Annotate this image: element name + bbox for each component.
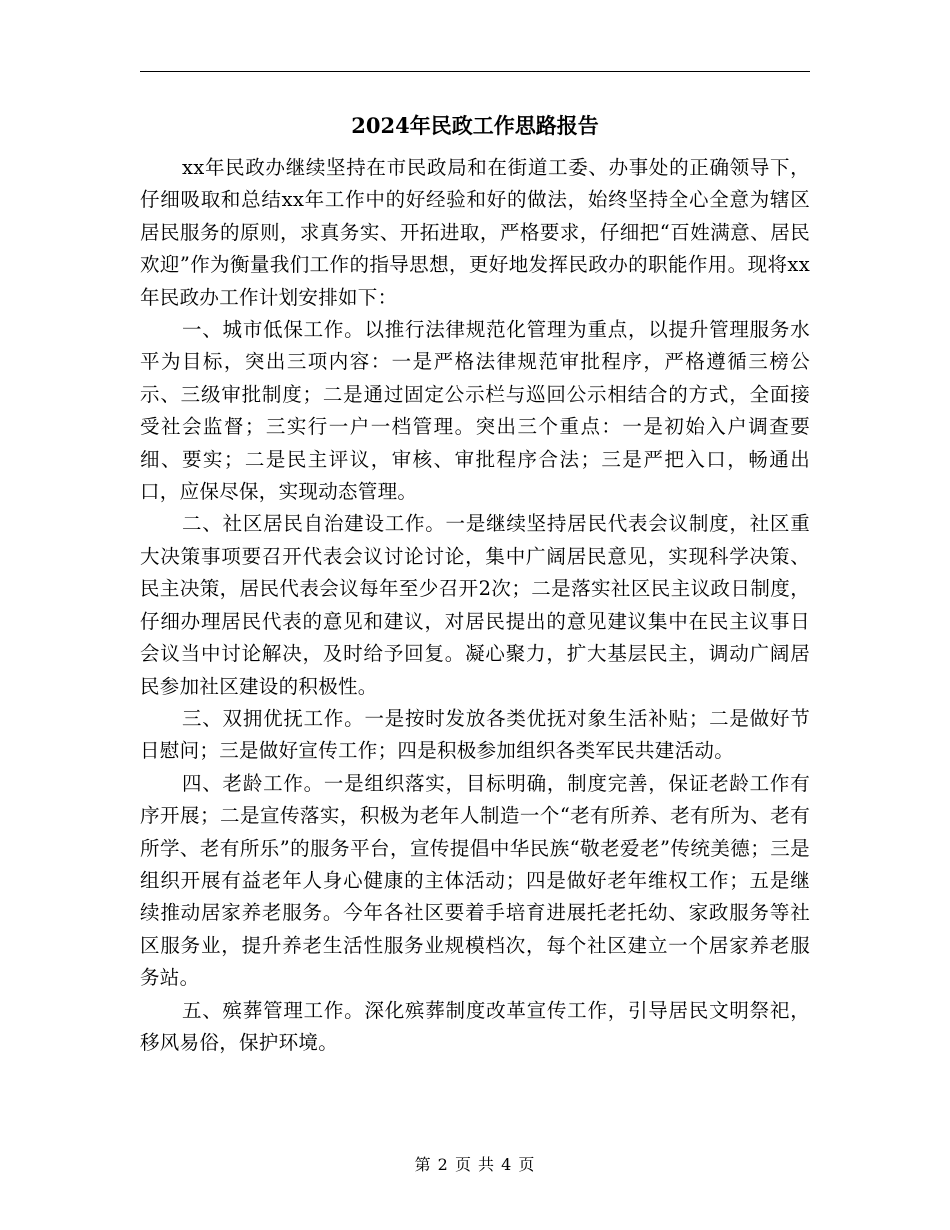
section-funeral-management: 五、殡葬管理工作。深化殡葬制度改革宣传工作，引导居民文明祭祀，移风易俗，保护环境。 [140,998,810,1054]
document-title: 2024年民政工作思路报告 [351,113,599,138]
page-footer: 第 2 页 共 4 页 [414,1155,536,1174]
section-urban-subsistence: 一、城市低保工作。以推行法律规范化管理为重点，以提升管理服务水平为目标，突出三项内容：一是严格法律规范审批程序，严格遵循三榜公示、三级审批制度；二是通过固定公示栏与巡回公示相结合的方式，全面接受社会监督；三实行一户一档管理。突出三个重点：一是初始入户调查要细、要实；二是民主评议，审核、审批程序合法；三是严把入口，畅通出口，应保尽保，实现动态管理。 [140,318,810,504]
section-military-support: 三、双拥优抚工作。一是按时发放各类优抚对象生活补贴；二是做好节日慰问；三是做好宣传工作；四是积极参加组织各类军民共建活动。 [140,706,810,763]
section-elderly-work: 四、老龄工作。一是组织落实，目标明确，制度完善，保证老龄工作有序开展；二是宣传落实，积极为老年人制造一个“老有所养、老有所为、老有所学、老有所乐”的服务平台，宣传提倡中华民族“敬老爱老”传统美德；三是组织开展有益老年人身心健康的主体活动；四是做好老年维权工作；五是继续推动居家养老服务。今年各社区要着手培育进展托老托幼、家政服务等社区服务业，提升养老生活性服务业规模档次，每个社区建立一个居家养老服务站。 [140,771,810,990]
document-body [140,152,810,1059]
intro-paragraph: xx年民政办继续坚持在市民政局和在街道工委、办事处的正确领导下，仔细吸取和总结xx年工作中的好经验和好的做法，始终坚持全心全意为辖区居民服务的原则，求真务实、开拓进取，严格要求，仔细把“百姓满意、居民欢迎”作为衡量我们工作的指导思想，更好地发挥民政办的职能作用。现将xx年民政办工作计划安排如下： [140,156,810,309]
section-community-autonomy: 二、社区居民自治建设工作。一是继续坚持居民代表会议制度，社区重大决策事项要召开代表会议讨论讨论，集中广阔居民意见，实现科学决策、民主决策，居民代表会议每年至少召开2次；二是落实社区民主议政日制度，仔细办理居民代表的意见和建议，对居民提出的意见建议集中在民主议事日会议当中讨论解决，及时给予回复。凝心聚力，扩大基层民主，调动广阔居民参加社区建设的积极性。 [140,512,810,698]
header-rule [140,71,810,72]
